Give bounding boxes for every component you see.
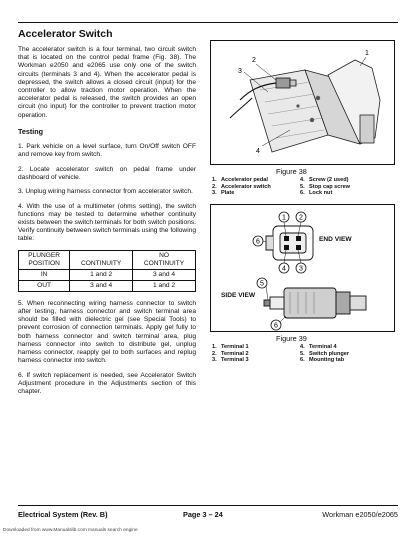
step-2: 2. Locate accelerator switch on pedal frame under dashboard of vehicle. — [18, 165, 196, 181]
fig38-callout-1: 1 — [365, 50, 369, 57]
legend-number: 1. — [212, 177, 217, 183]
table-cell: 1 and 2 — [70, 269, 133, 280]
table-cell: IN — [19, 269, 70, 280]
legend-item — [300, 344, 337, 351]
legend-item — [212, 177, 300, 184]
end-view-label: END VIEW — [319, 236, 352, 243]
legend-item — [212, 184, 300, 191]
fig39-callout-5: 5 — [260, 280, 264, 288]
table-header-cell — [133, 250, 196, 269]
legend-label: Accelerator switch — [221, 183, 271, 190]
download-note: Downloaded from www.Manualslib.com manuals search engine — [3, 528, 138, 533]
legend-number: 2. — [212, 350, 217, 357]
legend-row — [212, 357, 349, 364]
fig39-callout-3: 3 — [299, 265, 303, 273]
footer-page-number: Page 3 – 24 — [183, 510, 223, 519]
figure-39-illustration — [210, 204, 395, 332]
legend-label: Switch plunger — [309, 350, 350, 357]
continuity-table — [18, 250, 196, 292]
legend-label: Lock nut — [309, 190, 333, 197]
legend-number: 2. — [212, 183, 217, 190]
legend-label: Accelerator pedal — [221, 177, 268, 183]
footer-right: Workman e2050/e2065 — [322, 510, 398, 519]
table-cell: 1 and 2 — [133, 280, 196, 291]
top-rule — [18, 22, 398, 23]
fig39-callout-2: 2 — [299, 214, 303, 222]
step-6: 6. If switch replacement is needed, see Accelerator Switch Adjustment procedure in the Adjustments section of this chapter. — [18, 371, 196, 396]
table-cell: 3 and 4 — [133, 269, 196, 280]
legend-number: 3. — [212, 357, 217, 364]
legend-row — [212, 177, 350, 184]
legend-label: Terminal 1 — [221, 344, 249, 350]
legend-label: Stop cap screw — [309, 183, 351, 190]
legend-number: 4. — [300, 344, 305, 350]
fig38-callout-3: 3 — [238, 68, 242, 75]
figure-39-legend — [212, 344, 349, 364]
legend-item — [212, 351, 300, 358]
figure-39-caption: Figure 39 — [276, 334, 307, 343]
table-row — [19, 280, 196, 291]
legend-label: Terminal 2 — [221, 350, 249, 357]
legend-number: 5. — [300, 350, 305, 357]
legend-item — [212, 190, 300, 197]
legend-number: 3. — [212, 190, 217, 197]
fig39-callout-4: 4 — [282, 265, 286, 273]
fig39-callout-6b: 6 — [274, 322, 278, 330]
legend-item — [300, 351, 349, 358]
legend-label: Mounting tab — [309, 357, 345, 364]
legend-number: 4. — [300, 177, 305, 183]
fig39-callout-1: 1 — [282, 214, 286, 222]
fig38-callout-4: 4 — [256, 148, 260, 155]
table-header-cell — [19, 250, 70, 269]
legend-number: 6. — [300, 357, 305, 364]
legend-row — [212, 190, 350, 197]
table-cell: 3 and 4 — [70, 280, 133, 291]
legend-row — [212, 344, 349, 351]
figure-38-illustration — [210, 40, 395, 165]
testing-heading: Testing — [18, 126, 44, 136]
legend-item — [300, 177, 348, 184]
legend-label: Plate — [221, 190, 235, 197]
legend-item — [300, 357, 344, 364]
fig39-callout-6: 6 — [256, 238, 260, 246]
header-line: PLUNGER — [28, 251, 61, 259]
legend-label: Terminal 4 — [309, 344, 337, 350]
section-title: Accelerator Switch — [18, 28, 113, 40]
intro-paragraph: The accelerator switch is a four terminal, two circuit switch that is located on the control pedal frame (Fig. 38). The Workman e2050 and e2065 use only one of the switch circuits (terminals 3 and 4). When the accelerator pedal is depressed, the switch allows a closed circuit (input) for the controller to allow traction motor operation. When the accelerator pedal is released, the switch provides an open circuit (no input) for the controller to prevent traction motor operation. — [18, 46, 196, 119]
legend-number: 5. — [300, 183, 305, 190]
step-1: 1. Park vehicle on a level surface, turn On/Off switch OFF and remove key from switch. — [18, 143, 196, 159]
step-4: 4. With the use of a multimeter (ohms setting), the switch functions may be tested to determine whether continuity exists between the switch terminals for both switch positions. Verify continuity between switch terminals using the following table: — [18, 202, 196, 243]
figure-38-caption: Figure 38 — [276, 167, 307, 176]
legend-row — [212, 351, 349, 358]
table-header-row — [19, 250, 196, 269]
legend-row — [212, 184, 350, 191]
left-column — [18, 46, 196, 402]
legend-label: Terminal 3 — [221, 357, 249, 364]
bottom-rule — [18, 505, 398, 506]
legend-item — [212, 357, 300, 364]
footer-left: Electrical System (Rev. B) — [18, 510, 108, 519]
header-line: CONTINUITY — [81, 259, 122, 267]
legend-item — [300, 184, 350, 191]
legend-number: 6. — [300, 190, 305, 197]
table-header-cell — [70, 250, 133, 269]
legend-number: 1. — [212, 344, 217, 350]
fig38-callout-2: 2 — [252, 57, 256, 64]
header-line: POSITION — [28, 259, 60, 267]
table-row — [19, 269, 196, 280]
header-line: CONTINUITY — [143, 259, 185, 267]
side-view-label: SIDE VIEW — [221, 292, 256, 299]
step-3: 3. Unplug wiring harness connector from accelerator switch. — [18, 188, 193, 196]
legend-label: Screw (2 used) — [309, 177, 349, 183]
step-5: 5. When reconnecting wiring harness connector to switch after testing, harness connector and switch terminal area should be filled with dielectric gel (see Special Tools) to prevent corrosion of connection terminals. Apply gel fully to both harness connector and switch terminal area, plug harness connector into switch to distribute gel, unplug harness connector, reapply gel to both surfaces and replug harness connector into switch. — [18, 299, 196, 365]
legend-item — [300, 190, 332, 197]
table-cell: OUT — [19, 280, 70, 291]
legend-item — [212, 344, 300, 351]
figure-38-legend — [212, 177, 350, 197]
header-line: NO — [159, 251, 169, 259]
